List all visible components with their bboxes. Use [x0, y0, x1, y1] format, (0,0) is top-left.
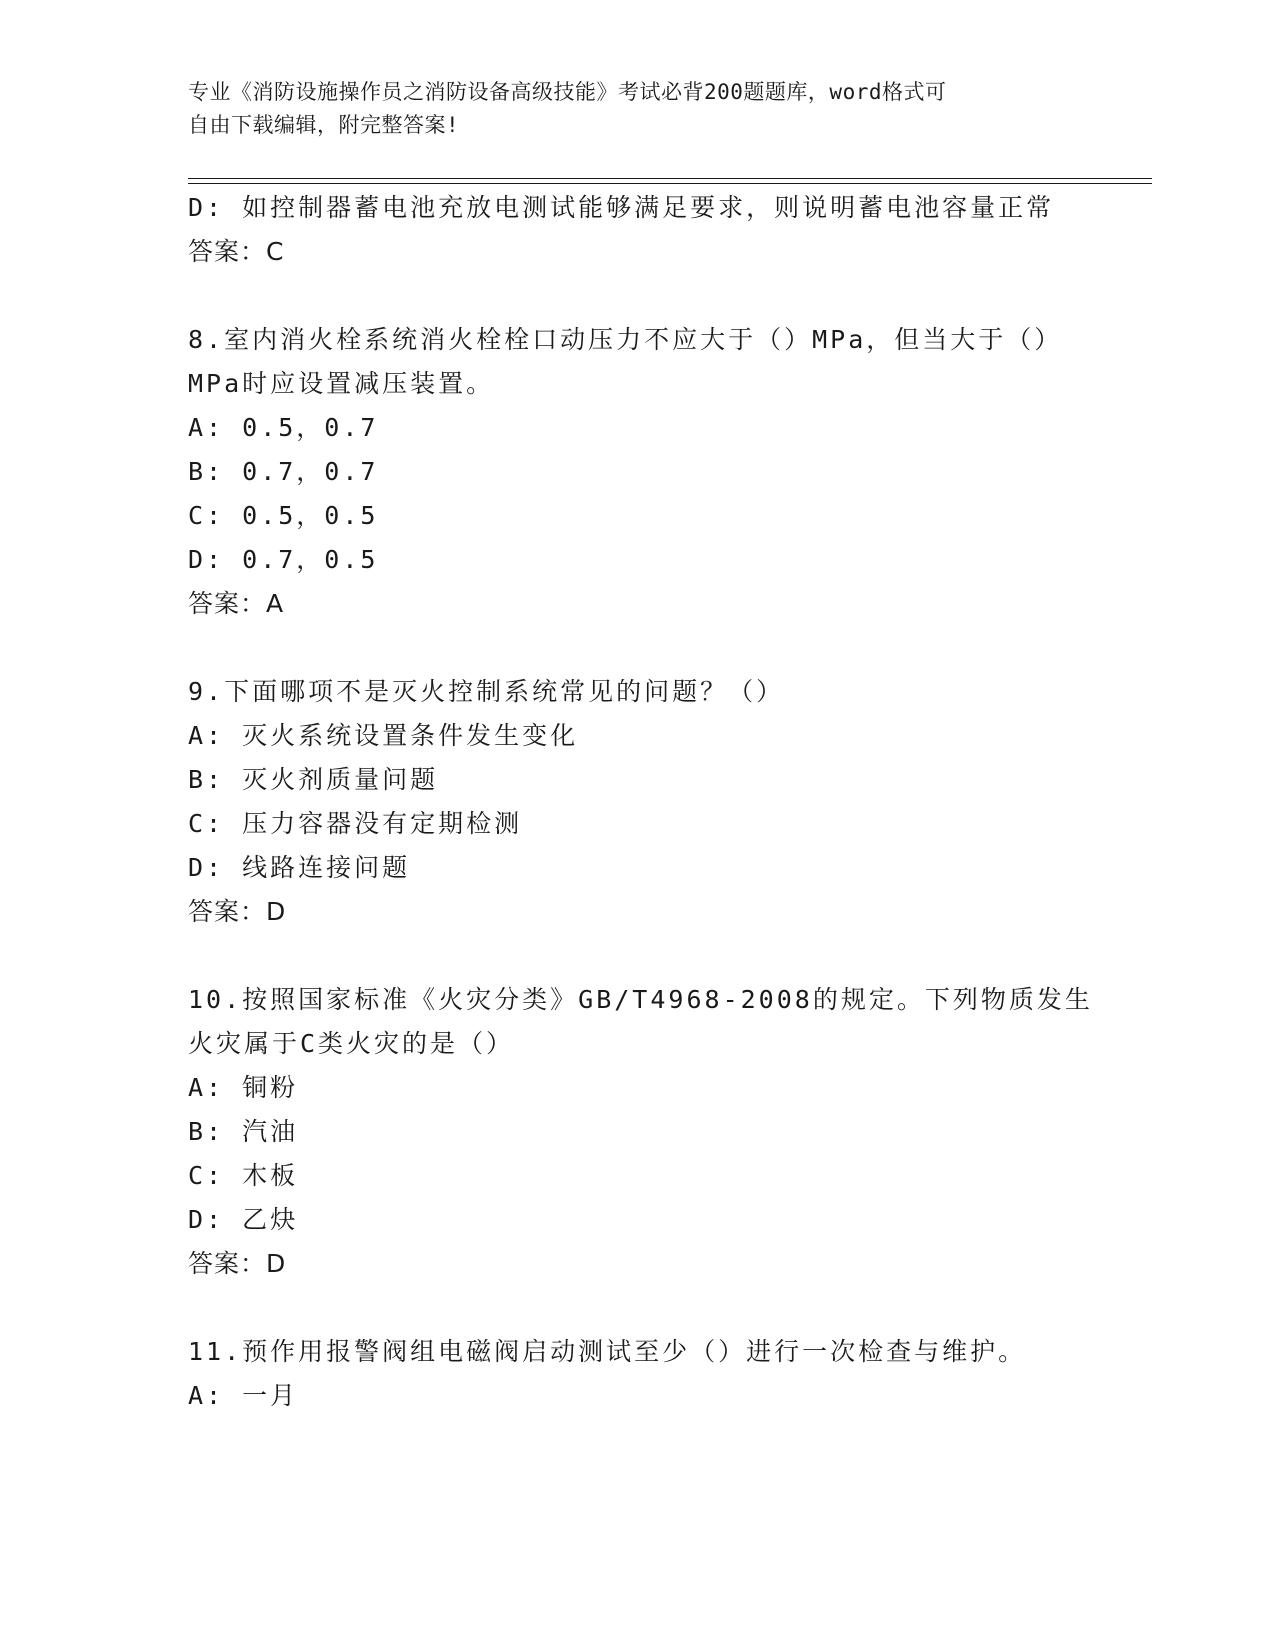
- option-d-q9: D: 线路连接问题: [188, 853, 411, 882]
- option-d-q7: D: 如控制器蓄电池充放电测试能够满足要求，则说明蓄电池容量正常: [188, 193, 1055, 222]
- option-b-q10: B: 汽油: [188, 1117, 299, 1146]
- header-line-1: 专业《消防设施操作员之消防设备高级技能》考试必背200题题库，word格式可: [188, 80, 947, 104]
- answer-q8: 答案：A: [188, 589, 285, 618]
- option-a-q11: A: 一月: [188, 1381, 299, 1410]
- answer-q9: 答案：D: [188, 897, 287, 926]
- header-divider-bottom: [188, 183, 1152, 184]
- header-line-2: 自由下载编辑，附完整答案!: [188, 113, 460, 137]
- document-header: [188, 76, 1068, 142]
- answer-q7: 答案：C: [188, 237, 285, 266]
- question-10-line-1: 10.按照国家标准《火灾分类》GB/T4968-2008的规定。下列物质发生: [188, 985, 1093, 1014]
- option-d-q8: D: 0.7，0.5: [188, 545, 379, 574]
- question-8-line-1: 8.室内消火栓系统消火栓栓口动压力不应大于（）MPa，但当大于（）: [188, 325, 1063, 354]
- question-11: 11.预作用报警阀组电磁阀启动测试至少（）进行一次检查与维护。: [188, 1337, 1027, 1366]
- question-10-line-2: 火灾属于C类火灾的是（）: [188, 1029, 515, 1058]
- answer-q10: 答案：D: [188, 1249, 287, 1278]
- option-c-q9: C: 压力容器没有定期检测: [188, 809, 523, 838]
- option-b-q9: B: 灭火剂质量问题: [188, 765, 439, 794]
- option-b-q8: B: 0.7，0.7: [188, 457, 379, 486]
- option-a-q8: A: 0.5，0.7: [188, 413, 379, 442]
- option-a-q10: A: 铜粉: [188, 1073, 299, 1102]
- header-divider-top: [188, 178, 1152, 179]
- question-9: 9.下面哪项不是灭火控制系统常见的问题？（）: [188, 677, 785, 706]
- option-a-q9: A: 灭火系统设置条件发生变化: [188, 721, 579, 750]
- question-8-line-2: MPa时应设置减压装置。: [188, 369, 495, 398]
- option-c-q8: C: 0.5，0.5: [188, 501, 379, 530]
- option-c-q10: C: 木板: [188, 1161, 299, 1190]
- option-d-q10: D: 乙炔: [188, 1205, 299, 1234]
